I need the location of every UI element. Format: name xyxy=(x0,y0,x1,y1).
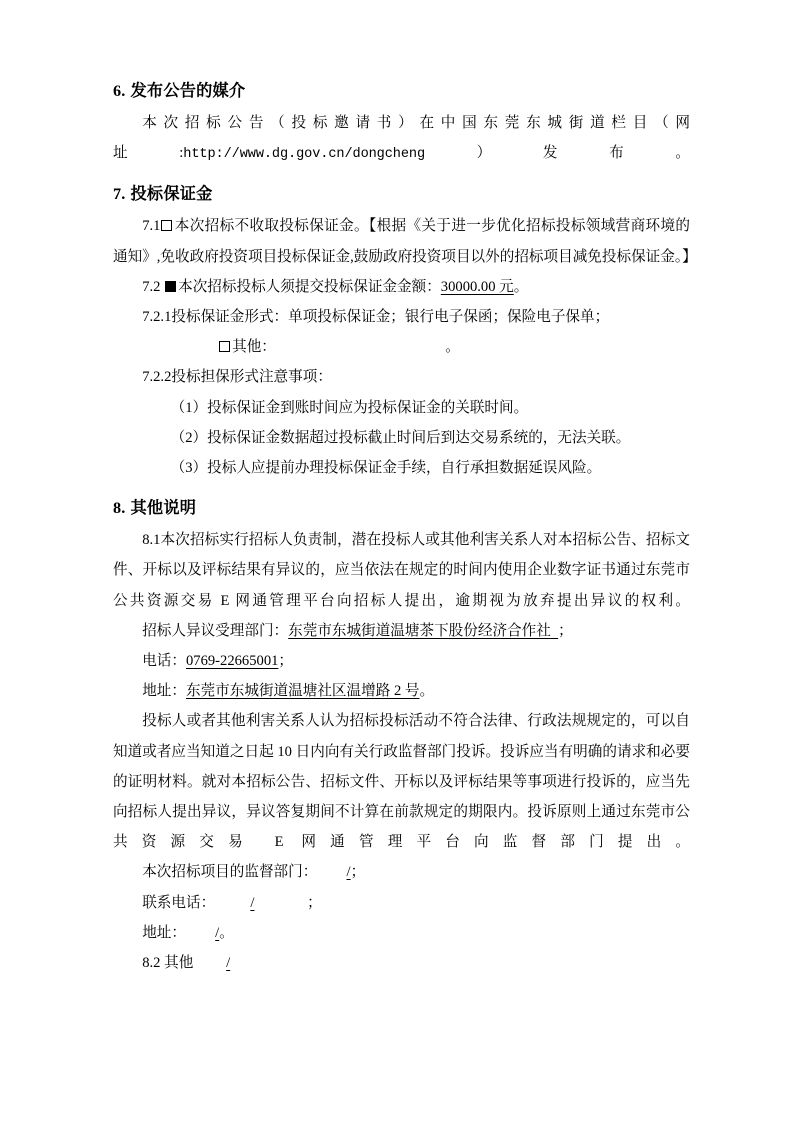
section-number-6: 6. xyxy=(113,82,126,100)
supervision-phone-value[interactable]: / xyxy=(250,894,255,911)
section-6-paragraph xyxy=(113,108,690,170)
tenderer-objection-dept-value: 东莞市东城街道温塘茶下股份经济合作社 xyxy=(288,622,551,639)
section-heading-8 xyxy=(113,493,690,523)
item-7-1-number: 7.1 xyxy=(142,218,161,235)
supervision-dept-label: 本次招标项目的监督部门： xyxy=(142,864,318,881)
checkbox-7-2-checked[interactable] xyxy=(165,281,176,292)
tenderer-objection-dept-line xyxy=(113,616,690,646)
supervision-phone-line xyxy=(113,888,690,918)
item-8-2-label: 其他 xyxy=(164,955,194,972)
section-number-7: 7. xyxy=(113,185,126,204)
section-title-8: 其他说明 xyxy=(130,499,197,518)
item-7-2-number: 7.2 xyxy=(142,278,161,295)
item-7-2-text-before: 本次招标投标人须提交投标保证金金额： xyxy=(178,278,441,295)
item-8-1-paragraph xyxy=(113,525,690,616)
tenderer-phone-value: 0769-22665001 xyxy=(185,653,279,670)
tenderer-address-suffix: 。 xyxy=(419,683,435,700)
supervision-dept-suffix: ； xyxy=(350,864,366,881)
item-7-2-1-paragraph xyxy=(113,302,690,332)
item-7-2-2-paragraph xyxy=(113,362,690,392)
section-heading-7 xyxy=(113,179,690,209)
bond-note-1: （1）投标保证金到账时间应为投标保证金的关联时间。 xyxy=(170,399,529,416)
tenderer-phone-line xyxy=(113,646,690,676)
announcement-url: http://www.dg.gov.cn/dongcheng xyxy=(183,147,426,163)
item-7-2-1-other-period: 。 xyxy=(445,339,460,356)
supervision-dept-value[interactable]: / xyxy=(346,864,351,881)
item-7-1-paragraph xyxy=(113,211,697,271)
supervision-phone-label: 联系电话： xyxy=(142,894,216,911)
item-8-1-number: 8.1 xyxy=(142,532,161,549)
document-body xyxy=(113,76,697,978)
tenderer-address-value: 东莞市东城街道温塘社区温增路 2 号 xyxy=(185,683,420,700)
item-7-2-1-other-label: 其他： xyxy=(232,339,276,356)
section-number-8: 8. xyxy=(113,499,126,518)
supervision-address-suffix: 。 xyxy=(219,924,234,941)
supervision-address-label: 地址： xyxy=(142,924,186,941)
supervision-address-value[interactable]: / xyxy=(215,924,220,941)
tenderer-address-line xyxy=(113,676,690,706)
bid-bond-amount: 30000.00 元 xyxy=(440,278,514,295)
item-7-1-text: 本次招标不收取投标保证金。【根据《关于进一步优化招标投标领域营商环境的通知》,免收政府投资项目投标保证金,鼓励政府投资项目以外的招标项目减免投标保证金。】 xyxy=(113,218,697,265)
item-8-2-value[interactable]: / xyxy=(226,955,231,972)
tenderer-objection-dept-suffix: ； xyxy=(558,622,573,639)
section-title-7: 投标保证金 xyxy=(130,185,213,204)
item-7-2-2-number: 7.2.2 xyxy=(142,369,172,386)
section-title-6: 发布公告的媒介 xyxy=(130,82,246,100)
section-6-text-prefix: 本次招标公告（投标邀请书）在中国东莞东城街道栏目（网址: xyxy=(113,115,690,162)
section-6-text-suffix: ）发布。 xyxy=(425,145,690,162)
item-7-2-text-after: 。 xyxy=(513,278,529,295)
bond-note-3: （3）投标人应提前办理投标保证金手续，自行承担数据延误风险。 xyxy=(170,460,602,477)
item-8-2-number: 8.2 xyxy=(142,955,161,972)
tenderer-phone-label: 电话： xyxy=(142,653,186,670)
checkbox-other-bond-form[interactable] xyxy=(219,341,230,352)
item-7-2-1-other-line xyxy=(113,332,690,362)
supervision-phone-suffix: ； xyxy=(307,894,322,911)
item-7-2-1-number: 7.2.1 xyxy=(142,309,172,326)
supervision-address-line xyxy=(113,918,690,948)
section-heading-6 xyxy=(113,76,690,106)
tenderer-phone-suffix: ； xyxy=(278,653,294,670)
item-7-2-1-text: 投标保证金形式：单项投标保证金；银行电子保函；保险电子保单； xyxy=(171,309,610,326)
tenderer-address-label: 地址： xyxy=(142,683,186,700)
supervision-dept-line xyxy=(113,857,690,887)
complaint-paragraph: 投标人或者其他利害关系人认为招标投标活动不符合法律、行政法规规定的，可以自知道或者应当知道之日起 10 日内向有关行政监督部门投诉。投诉应当有明确的请求和必要的证明材料。就对本招标公告、招标文件、开标以及评标结果等事项进行投诉的，应当先向招标人提出异议，异议答复期间不计算在前款规定的期限内。投诉原则上通过东莞市公共资源交易 E 网通管理平台向监督部门提出。 xyxy=(113,713,690,851)
checkbox-7-1-unchecked[interactable] xyxy=(161,220,172,231)
bond-note-2: （2）投标保证金数据超过投标截止时间后到达交易系统的，无法关联。 xyxy=(170,429,631,446)
tenderer-objection-dept-label: 招标人异议受理部门： xyxy=(142,622,289,639)
item-8-2-line xyxy=(113,948,690,978)
item-8-1-text: 本次招标实行招标人负责制，潜在投标人或其他利害关系人对本招标公告、招标文件、开标以及评标结果有异议的，应当依法在规定的时间内使用企业数字证书通过东莞市公共资源交易 E 网通管理平台向招标人提出，逾期视为放弃提出异议的权利。 xyxy=(113,532,690,609)
item-7-2-2-text: 投标担保形式注意事项： xyxy=(171,369,332,386)
item-7-2-paragraph xyxy=(113,272,690,302)
